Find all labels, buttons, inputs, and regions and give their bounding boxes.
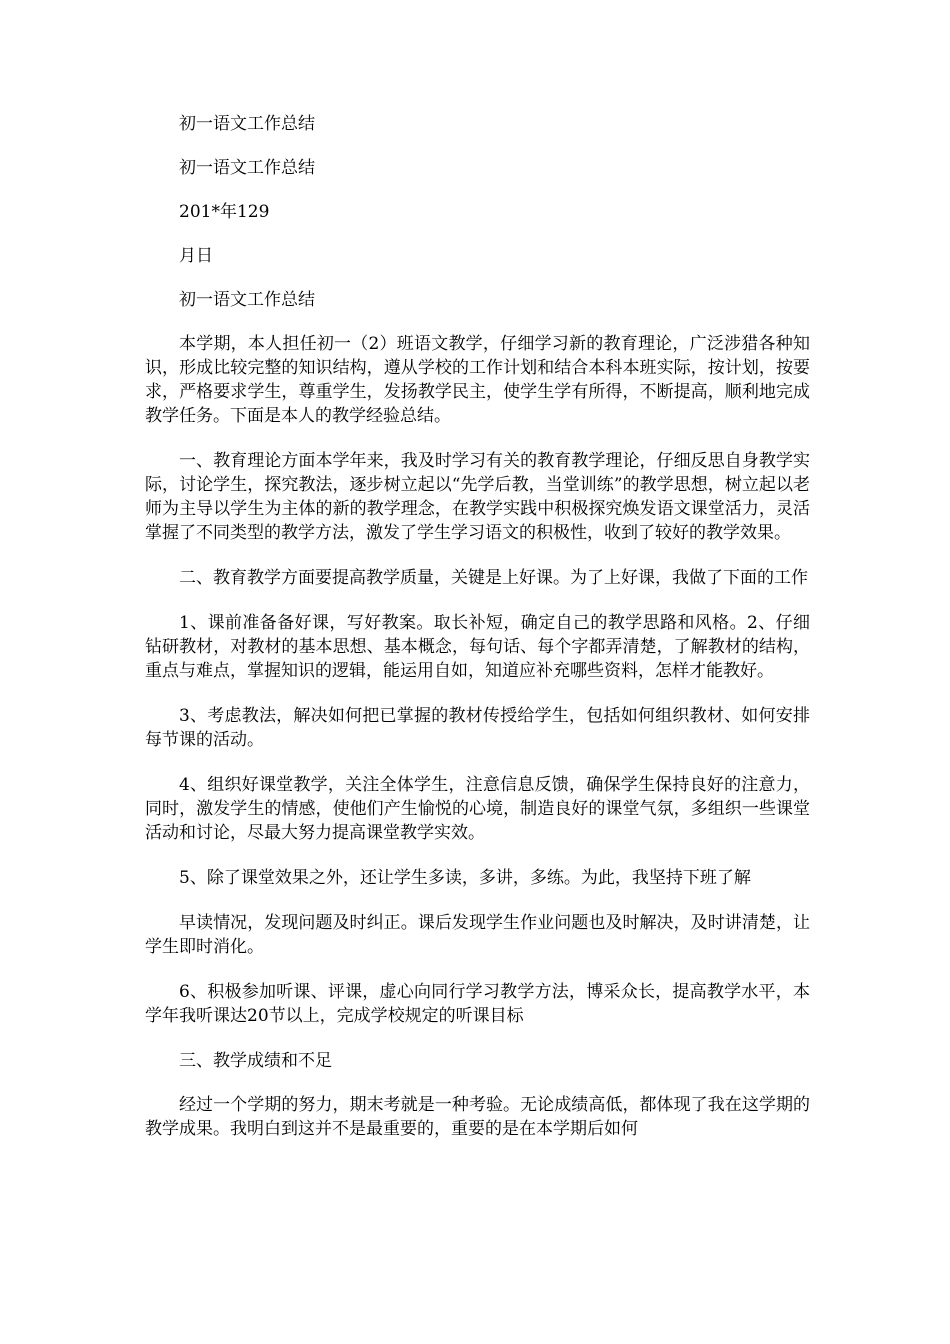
paragraph-section-3: 三、教学成绩和不足: [179, 1051, 332, 1071]
document-page: [145, 112, 810, 1162]
doc-date-month-day: 月日: [179, 246, 213, 266]
doc-date-year: 201*年129: [179, 202, 270, 222]
paragraph-item-1-2: 1、课前准备备好课，写好教案。取长补短，确定自己的教学思路和风格。2、仔细钻研教材，对教材的基本思想、基本概念，每句话、每个字都弄清楚，了解教材的结构，重点与难点，掌握知识的逻辑，能运用自如，知道应补充哪些资料，怎样才能教好。: [145, 613, 810, 681]
paragraph-item-5: 5、除了课堂效果之外，还让学生多读，多讲，多练。为此，我坚持下班了解: [179, 868, 751, 888]
doc-heading: 初一语文工作总结: [179, 290, 315, 310]
paragraph-results: 经过一个学期的努力，期末考就是一种考验。无论成绩高低，都体现了我在这学期的教学成果。我明白到这并不是最重要的，重要的是在本学期后如何: [145, 1095, 810, 1139]
paragraph-section-2: 二、教育教学方面要提高教学质量，关键是上好课。为了上好课，我做了下面的工作: [179, 568, 808, 588]
paragraph-intro: 本学期，本人担任初一（2）班语文教学，仔细学习新的教育理论，广泛涉猎各种知识，形成比较完整的知识结构，遵从学校的工作计划和结合本科本班实际，按计划，按要求，严格要求学生，尊重学生，发扬教学民主，使学生学有所得，不断提高，顺利地完成教学任务。下面是本人的教学经验总结。: [145, 334, 810, 426]
doc-title-repeat: 初一语文工作总结: [179, 158, 315, 178]
paragraph-item-6: 6、积极参加听课、评课，虚心向同行学习教学方法，博采众长，提高教学水平，本学年我听课达20节以上，完成学校规定的听课目标: [145, 982, 810, 1026]
doc-title: 初一语文工作总结: [179, 114, 315, 134]
paragraph-section-1: 一、教育理论方面本学年来，我及时学习有关的教育教学理论，仔细反思自身教学实际，讨论学生，探究教法，逐步树立起以“先学后教，当堂训练”的教学思想，树立起以老师为主导以学生为主体的新的教学理念，在教学实践中积极探究焕发语文课堂活力，灵活掌握了不同类型的教学方法，激发了学生学习语文的积极性，收到了较好的教学效果。: [145, 451, 810, 543]
paragraph-item-4: 4、组织好课堂教学，关注全体学生，注意信息反馈，确保学生保持良好的注意力，同时，激发学生的情感，使他们产生愉悦的心境，制造良好的课堂气氛，多组织一些课堂活动和讨论，尽最大努力提高课堂教学实效。: [145, 775, 810, 843]
paragraph-item-3: 3、考虑教法，解决如何把已掌握的教材传授给学生，包括如何组织教材、如何安排每节课的活动。: [145, 706, 810, 750]
paragraph-item-5-continued: 早读情况，发现问题及时纠正。课后发现学生作业问题也及时解决，及时讲清楚，让学生即时消化。: [145, 913, 810, 957]
